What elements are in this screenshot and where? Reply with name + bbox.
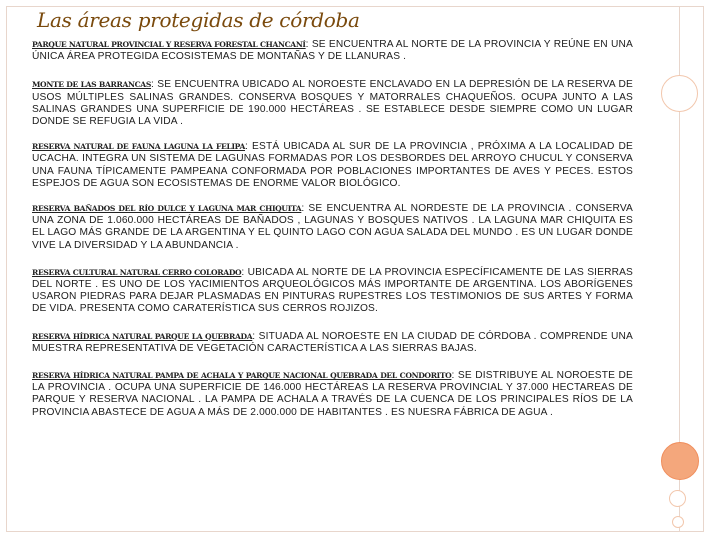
section-label: RESERVA BAÑADOS DEL RÍO DULCE Y LAGUNA MAR CHIQUITA (32, 204, 302, 214)
slide-title: Las áreas protegidas de córdoba (37, 8, 360, 32)
section-chancani (32, 39, 633, 63)
section-label: RESERVA CULTURAL NATURAL CERRO COLORADO (32, 267, 242, 277)
section-mar-chiquita (32, 203, 633, 252)
section-label: RESERVA NATURAL DE FAUNA LAGUNA LA FELIPA (32, 142, 246, 152)
section-text: : SITUADA AL NOROESTE EN LA CIUDAD DE CÓRDOBA . COMPRENDE UNA MUESTRA REPRESENTATIVA DE VEGETACIÓN CARACTERÍSTICA A LAS SIERRAS BAJAS. (32, 330, 633, 354)
section-text: : SE DISTRIBUYE AL NOROESTE DE LA PROVINCIA . OCUPA UNA SUPERFICIE DE 146.000 HECTÁREAS LA RESERVA PROVINCIAL Y 37.000 HECTAREAS DE PARQUE Y RESERVA NACIONAL . LA PAMPA DE ACHALA A TRAVÉS DE LA CUENCA DE LOS PRINCIPALES RÍOS DE LA PROVINCIA ABASTECE DE AGUA A MÁS DE 2.000.000 DE HABITANTES . ES NUESRA FÁBRICA DE AGUA . (32, 370, 633, 418)
section-label: RESERVA HÍDRICA NATURAL PARQUE LA QUEBRADA (32, 331, 253, 341)
section-label: MONTE DE LAS BARRANCAS (32, 80, 151, 90)
decorative-circle-small (669, 490, 686, 507)
decorative-circle-outline (661, 75, 698, 112)
section-label: RESERVA HÍDRICA NATURAL PAMPA DE ACHALA Y PARQUE NACIONAL QUEBRADA DEL CONDORITO (32, 371, 452, 381)
decorative-circle-filled (661, 442, 699, 480)
section-text: : SE ENCUENTRA UBICADO AL NOROESTE ENCLAVADO EN LA DEPRESIÓN DE LA RESERVA DE USOS MÚLTIPLES SALINAS GRANDES. CONSERVA BOSQUES Y MATORRALES CHAQUEÑOS. OCUPA JUNTO A LAS SALINAS GRANDES UNA SUPERFICIE DE 190.000 HECTÁREAS . SE ESTABLECE DESDE SIEMPRE COMO UN LUGAR DONDE SE REFUGIA LA VIDA . (32, 79, 633, 128)
section-monte-barrancas (32, 79, 633, 128)
section-text: : SE ENCUENTRA AL NORDESTE DE LA PROVINCIA . CONSERVA UNA ZONA DE 1.060.000 HECTÁREAS DE BAÑADOS , LAGUNAS Y BOSQUES NATIVOS . LA LAGUNA MAR CHIQUITA ES EL LAGO MÁS GRANDE DE LA ARGENTINA Y EL QUINTO LAGO CON AGUA SALADA DEL MUNDO . ES UN LUGAR DONDE VIVE LA DIVERSIDAD Y LA ABUNDANCIA . (32, 203, 633, 251)
decorative-circle-tiny (672, 516, 684, 528)
section-text: : ESTÁ UBICADA AL SUR DE LA PROVINCIA , PRÓXIMA A LA LOCALIDAD DE UCACHA. INTEGRA UN SISTEMA DE LAGUNAS FORMADAS POR LOS DESBORDES DEL ARROYO CHUCUL Y CONSERVA UNA FAUNA TÍPICAMENTE PAMPEANA CONFORMADA POR POBLACIONES IMPORTANTES DE AVES Y PECES. ESTOS ESPEJOS DE AGUA SON ECOSISTEMAS DE ENORME VALOR BIOLÓGICO. (32, 141, 634, 189)
section-text: : UBICADA AL NORTE DE LA PROVINCIA ESPECÍFICAMENTE DE LAS SIERRAS DEL NORTE . ES UNO DE LOS YACIMIENTOS ARQUEOLÓGICOS MÁS IMPORTANTE DE ARGENTINA. LOS ABORÍGENES USARON PIEDRAS PARA DEJAR PLASMADAS EN PINTURAS RUPESTRES LOS TESTIMONIOS DE SUS ARTES Y FORMA DE VIDA. PRESENTA COMO CARATERÍSTICA SUS CERROS ROJIZOS. (32, 266, 633, 315)
section-label: PARQUE NATURAL PROVINCIAL Y RESERVA FORESTAL CHANCANÍ (32, 40, 306, 49)
section-cerro-colorado (32, 267, 633, 316)
section-la-quebrada (32, 331, 633, 355)
slide-content (32, 39, 633, 419)
section-laguna-la-felipa (32, 141, 633, 190)
section-text: : SE ENCUENTRA AL NORTE DE LA PROVINCIA Y REÚNE EN UNA ÚNICA ÁREA PROTEGIDA ECOSISTEMAS DE MONTAÑAS Y DE LLANURAS . (32, 39, 633, 63)
section-pampa-de-achala (32, 370, 633, 419)
